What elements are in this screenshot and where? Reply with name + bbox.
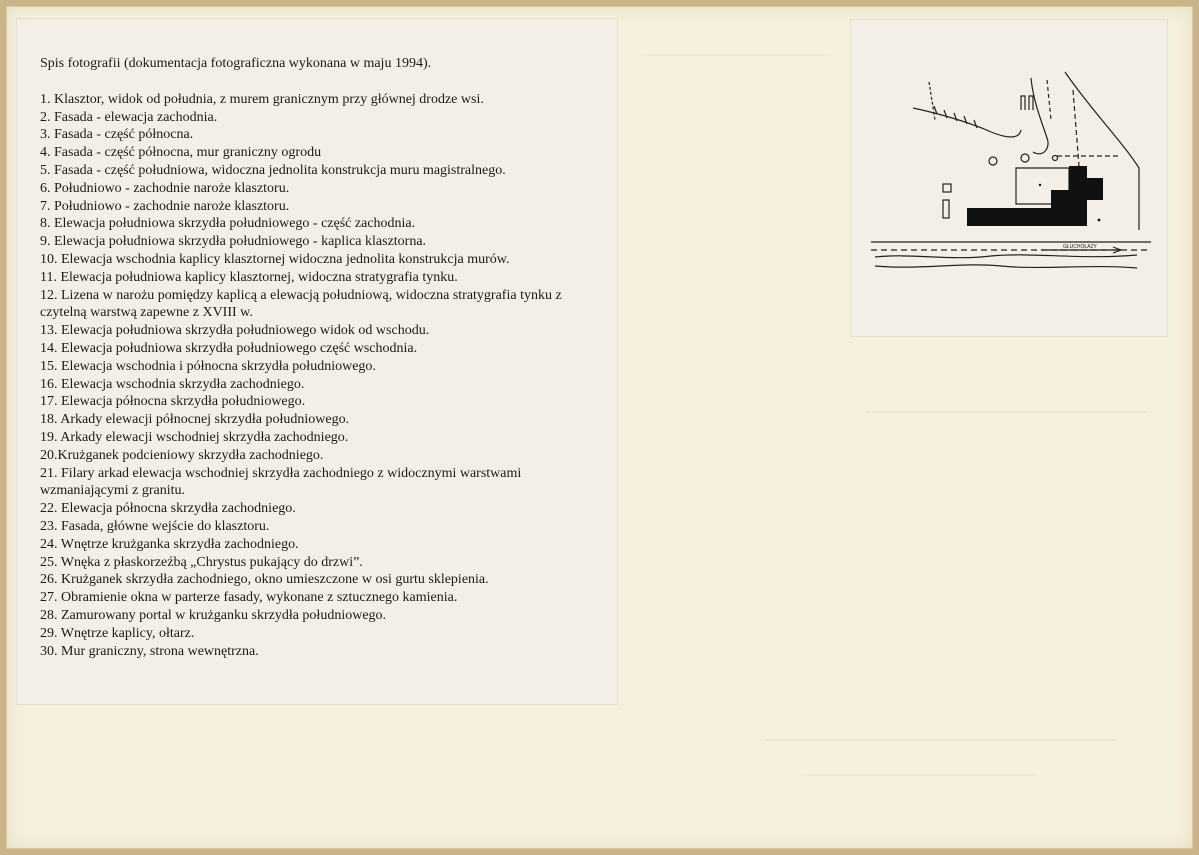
list-item: 30. Mur graniczny, strona wewnętrzna. (40, 643, 259, 659)
fence-ticks (934, 106, 977, 128)
list-item: 12. Lizena w narożu pomiędzy kaplicą a elewacją południową, widoczna stratygrafia tynku z czytelną warstwą zapewne z XVIII w. (40, 287, 566, 321)
list-item: 25. Wnęka z płaskorzeźbą „Chrystus pukający do drzwi”. (40, 554, 363, 570)
list-item: 5. Fasada - część południowa, widoczna jednolita konstrukcja muru magistralnego. (40, 162, 506, 178)
boundary-line (1073, 90, 1079, 166)
outbuilding (943, 184, 951, 192)
list-title: Spis fotografii (dokumentacja fotograficzna wykonana w maju 1994). (40, 56, 432, 71)
list-item: 2. Fasada - elewacja zachodnia. (40, 109, 218, 125)
list-item: 20.Krużganek podcieniowy skrzydła zachodniego. (40, 447, 324, 463)
monastery-building (967, 166, 1103, 226)
gate-symbol (1021, 96, 1033, 110)
list-item: 23. Fasada, główne wejście do klasztoru. (40, 518, 270, 534)
boundary-wall (929, 82, 935, 120)
bleed-through-mark (806, 774, 1036, 776)
list-item: 10. Elewacja wschodnia kaplicy klasztornej widoczna jednolita konstrukcja murów. (40, 251, 510, 267)
list-item: 14. Elewacja południowa skrzydła południowego część wschodnia. (40, 340, 418, 356)
list-item: 7. Południowo - zachodnie naroże klasztoru. (40, 198, 290, 214)
list-item: 16. Elewacja wschodnia skrzydła zachodniego. (40, 376, 305, 392)
tree-symbol (989, 157, 997, 165)
photo-list (40, 55, 610, 660)
bleed-through-mark (866, 411, 1146, 413)
list-item: 6. Południowo - zachodnie naroże klasztoru. (40, 180, 290, 196)
list-item: 13. Elewacja południowa skrzydła południowego widok od wschodu. (40, 323, 430, 339)
list-item: 19. Arkady elewacji wschodniej skrzydła zachodniego. (40, 429, 349, 445)
list-item: 26. Krużganek skrzydła zachodniego, okno umieszczone w osi gurtu sklepienia. (40, 572, 489, 588)
list-item: 22. Elewacja północna skrzydła zachodniego. (40, 501, 296, 517)
tree-symbol (1021, 154, 1029, 162)
outbuilding (943, 200, 949, 218)
list-item: 17. Elewacja północna skrzydła południowego. (40, 394, 306, 410)
site-plan-sheet (851, 20, 1167, 336)
bleed-through-mark (766, 739, 1116, 741)
list-item: 21. Filary arkad elewacja wschodniej skrzydła zachodniego z widocznymi warstwami wzmaniającymi z granitu. (40, 465, 525, 499)
road (871, 242, 1151, 268)
list-item: 4. Fasada - część północna, mur graniczny ogrodu (40, 145, 322, 161)
list-item: 28. Zamurowany portal w krużganku skrzydła południowego. (40, 607, 387, 623)
list-items (40, 91, 610, 661)
boundary-wall (1031, 78, 1048, 154)
boundary-line (1047, 80, 1051, 120)
road-label: GŁUCHOŁAZY (1063, 244, 1097, 250)
list-item: 29. Wnętrze kaplicy, ołtarz. (40, 625, 195, 641)
list-item: 9. Elewacja południowa skrzydła południowego - kaplica klasztorna. (40, 234, 427, 250)
list-item: 18. Arkady elewacji północnej skrzydła południowego. (40, 412, 350, 428)
tree-symbol (1053, 156, 1058, 161)
list-item: 1. Klasztor, widok od południa, z murem granicznym przy głównej drodze wsi. (40, 91, 484, 107)
list-item: 11. Elewacja południowa kaplicy klasztornej, widoczna stratygrafia tynku. (40, 269, 458, 285)
bleed-through-mark (646, 54, 826, 56)
list-item: 27. Obramienie okna w parterze fasady, wykonane z sztucznego kamienia. (40, 590, 458, 606)
site-plan-drawing (851, 20, 1167, 336)
list-item: 3. Fasada - część północna. (40, 127, 194, 143)
list-item: 8. Elewacja południowa skrzydła południowego - część zachodnia. (40, 216, 416, 232)
list-item: 24. Wnętrze krużganka skrzydła zachodniego. (40, 536, 299, 552)
list-item: 15. Elewacja wschodnia i północna skrzydła południowego. (40, 358, 376, 374)
